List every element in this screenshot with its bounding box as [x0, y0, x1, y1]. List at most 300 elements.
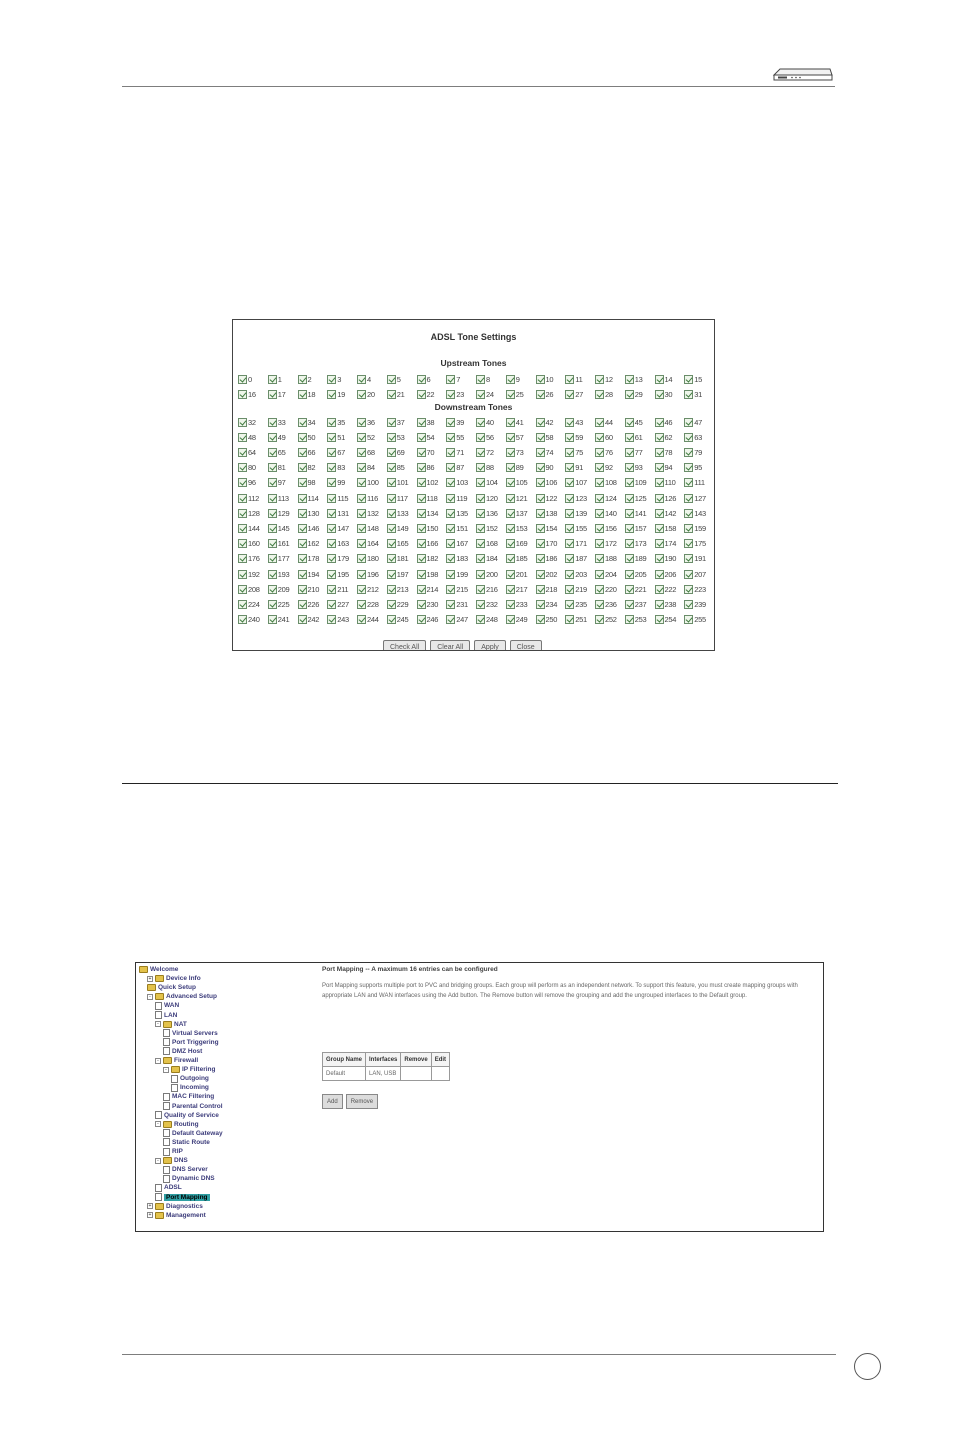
tone-checkbox[interactable] [268, 375, 277, 384]
tone-checkbox[interactable] [684, 463, 693, 472]
tone-checkbox[interactable] [625, 418, 634, 427]
tone-checkbox[interactable] [536, 478, 545, 487]
tone-60[interactable] [595, 430, 625, 444]
tone-199[interactable] [446, 567, 476, 581]
tone-148[interactable] [357, 521, 387, 535]
tone-checkbox[interactable] [417, 390, 426, 399]
tone-202[interactable] [536, 567, 566, 581]
tone-145[interactable] [268, 521, 298, 535]
tone-checkbox[interactable] [357, 463, 366, 472]
tone-checkbox[interactable] [565, 390, 574, 399]
tone-75[interactable] [565, 445, 595, 459]
tone-checkbox[interactable] [268, 539, 277, 548]
tone-checkbox[interactable] [268, 448, 277, 457]
tone-16[interactable] [238, 387, 268, 401]
tone-checkbox[interactable] [536, 615, 545, 624]
tone-checkbox[interactable] [506, 615, 515, 624]
tone-200[interactable] [476, 567, 506, 581]
tone-107[interactable] [565, 476, 595, 490]
tone-checkbox[interactable] [655, 600, 664, 609]
tone-checkbox[interactable] [238, 494, 247, 503]
tone-checkbox[interactable] [506, 478, 515, 487]
tone-checkbox[interactable] [595, 554, 604, 563]
tone-checkbox[interactable] [298, 390, 307, 399]
collapse-icon[interactable]: - [147, 994, 153, 1000]
tone-166[interactable] [417, 537, 447, 551]
tone-checkbox[interactable] [684, 585, 693, 594]
tree-item-routing[interactable] [155, 1120, 199, 1129]
tone-142[interactable] [655, 506, 685, 520]
tree-item-diagnostics[interactable] [147, 1202, 203, 1211]
tree-item-mac-filtering[interactable] [163, 1092, 214, 1101]
tone-20[interactable] [357, 387, 387, 401]
tone-140[interactable] [595, 506, 625, 520]
tone-129[interactable] [268, 506, 298, 520]
tone-checkbox[interactable] [506, 554, 515, 563]
tone-155[interactable] [565, 521, 595, 535]
tone-checkbox[interactable] [655, 463, 664, 472]
tone-66[interactable] [298, 445, 328, 459]
tone-83[interactable] [327, 461, 357, 475]
tone-40[interactable] [476, 415, 506, 429]
tone-80[interactable] [238, 461, 268, 475]
tone-checkbox[interactable] [655, 433, 664, 442]
tone-237[interactable] [625, 597, 655, 611]
tone-115[interactable] [327, 491, 357, 505]
tone-94[interactable] [655, 461, 685, 475]
tone-checkbox[interactable] [684, 375, 693, 384]
tone-62[interactable] [655, 430, 685, 444]
tone-13[interactable] [625, 372, 655, 386]
tone-36[interactable] [357, 415, 387, 429]
tone-checkbox[interactable] [446, 524, 455, 533]
tone-checkbox[interactable] [684, 615, 693, 624]
tone-checkbox[interactable] [446, 570, 455, 579]
tone-checkbox[interactable] [565, 600, 574, 609]
tree-item-incoming[interactable] [171, 1083, 209, 1092]
tone-checkbox[interactable] [506, 585, 515, 594]
tone-checkbox[interactable] [387, 448, 396, 457]
tone-26[interactable] [536, 387, 566, 401]
tone-1[interactable] [268, 372, 298, 386]
tone-checkbox[interactable] [268, 615, 277, 624]
tone-119[interactable] [446, 491, 476, 505]
tone-checkbox[interactable] [536, 585, 545, 594]
tone-52[interactable] [357, 430, 387, 444]
tone-checkbox[interactable] [625, 494, 634, 503]
tone-196[interactable] [357, 567, 387, 581]
tone-checkbox[interactable] [327, 585, 336, 594]
tone-97[interactable] [268, 476, 298, 490]
tone-checkbox[interactable] [298, 539, 307, 548]
tone-204[interactable] [595, 567, 625, 581]
tone-223[interactable] [684, 582, 714, 596]
tone-checkbox[interactable] [536, 554, 545, 563]
tone-185[interactable] [506, 552, 536, 566]
tone-198[interactable] [417, 567, 447, 581]
tree-item-default-gateway[interactable] [163, 1129, 223, 1138]
tone-checkbox[interactable] [238, 615, 247, 624]
tone-checkbox[interactable] [595, 448, 604, 457]
tone-132[interactable] [357, 506, 387, 520]
tone-checkbox[interactable] [655, 554, 664, 563]
tree-item-wan[interactable] [155, 1001, 179, 1010]
tone-153[interactable] [506, 521, 536, 535]
tone-191[interactable] [684, 552, 714, 566]
tree-item-dns[interactable] [155, 1156, 188, 1165]
tone-checkbox[interactable] [238, 433, 247, 442]
tree-item-ip-filtering[interactable] [163, 1065, 215, 1074]
tone-checkbox[interactable] [536, 375, 545, 384]
tone-161[interactable] [268, 537, 298, 551]
tone-checkbox[interactable] [238, 600, 247, 609]
tone-206[interactable] [655, 567, 685, 581]
tone-checkbox[interactable] [298, 524, 307, 533]
tone-checkbox[interactable] [327, 600, 336, 609]
tone-checkbox[interactable] [268, 509, 277, 518]
tone-213[interactable] [387, 582, 417, 596]
tone-checkbox[interactable] [387, 390, 396, 399]
tone-28[interactable] [595, 387, 625, 401]
tone-checkbox[interactable] [595, 418, 604, 427]
expand-icon[interactable]: + [148, 1203, 152, 1210]
tone-71[interactable] [446, 445, 476, 459]
tone-checkbox[interactable] [327, 390, 336, 399]
tone-checkbox[interactable] [417, 418, 426, 427]
tone-checkbox[interactable] [536, 390, 545, 399]
tone-checkbox[interactable] [565, 509, 574, 518]
tree-item-dynamic-dns[interactable] [163, 1174, 215, 1183]
tone-checkbox[interactable] [357, 418, 366, 427]
tone-120[interactable] [476, 491, 506, 505]
tone-checkbox[interactable] [387, 600, 396, 609]
tone-checkbox[interactable] [476, 554, 485, 563]
tone-checkbox[interactable] [506, 375, 515, 384]
tone-checkbox[interactable] [298, 494, 307, 503]
tree-item-quick-setup[interactable] [147, 983, 196, 992]
tone-9[interactable] [506, 372, 536, 386]
tree-item-quality-of-service[interactable] [155, 1111, 219, 1120]
tone-checkbox[interactable] [625, 463, 634, 472]
tone-208[interactable] [238, 582, 268, 596]
tree-item-dmz-host[interactable] [163, 1047, 202, 1056]
tone-189[interactable] [625, 552, 655, 566]
tone-checkbox[interactable] [327, 478, 336, 487]
tone-checkbox[interactable] [298, 554, 307, 563]
tone-203[interactable] [565, 567, 595, 581]
tone-46[interactable] [655, 415, 685, 429]
tone-checkbox[interactable] [565, 554, 574, 563]
tone-25[interactable] [506, 387, 536, 401]
tone-checkbox[interactable] [684, 554, 693, 563]
tone-192[interactable] [238, 567, 268, 581]
tone-151[interactable] [446, 521, 476, 535]
tone-211[interactable] [327, 582, 357, 596]
tone-checkbox[interactable] [327, 570, 336, 579]
tone-checkbox[interactable] [446, 615, 455, 624]
tone-checkbox[interactable] [327, 509, 336, 518]
tone-218[interactable] [536, 582, 566, 596]
tone-checkbox[interactable] [565, 418, 574, 427]
tone-248[interactable] [476, 613, 506, 627]
tone-139[interactable] [565, 506, 595, 520]
tone-14[interactable] [655, 372, 685, 386]
tone-checkbox[interactable] [417, 509, 426, 518]
tone-91[interactable] [565, 461, 595, 475]
tone-194[interactable] [298, 567, 328, 581]
tone-checkbox[interactable] [446, 433, 455, 442]
close-button[interactable]: Close [510, 640, 542, 651]
tone-171[interactable] [565, 537, 595, 551]
tone-63[interactable] [684, 430, 714, 444]
tone-checkbox[interactable] [565, 494, 574, 503]
tone-checkbox[interactable] [298, 509, 307, 518]
tone-checkbox[interactable] [417, 448, 426, 457]
tone-104[interactable] [476, 476, 506, 490]
tone-241[interactable] [268, 613, 298, 627]
tone-90[interactable] [536, 461, 566, 475]
tone-checkbox[interactable] [417, 615, 426, 624]
tone-41[interactable] [506, 415, 536, 429]
tone-110[interactable] [655, 476, 685, 490]
tone-checkbox[interactable] [298, 585, 307, 594]
tone-checkbox[interactable] [357, 390, 366, 399]
tone-checkbox[interactable] [357, 494, 366, 503]
tone-39[interactable] [446, 415, 476, 429]
tone-239[interactable] [684, 597, 714, 611]
tone-checkbox[interactable] [506, 433, 515, 442]
tree-item-advanced-setup[interactable] [147, 992, 217, 1001]
tone-checkbox[interactable] [387, 478, 396, 487]
tone-0[interactable] [238, 372, 268, 386]
tone-checkbox[interactable] [655, 494, 664, 503]
tone-checkbox[interactable] [238, 390, 247, 399]
tone-252[interactable] [595, 613, 625, 627]
tone-127[interactable] [684, 491, 714, 505]
tone-88[interactable] [476, 461, 506, 475]
tree-item-adsl[interactable] [155, 1183, 182, 1192]
tone-50[interactable] [298, 430, 328, 444]
tone-201[interactable] [506, 567, 536, 581]
tone-checkbox[interactable] [476, 433, 485, 442]
tone-7[interactable] [446, 372, 476, 386]
tone-216[interactable] [476, 582, 506, 596]
tone-19[interactable] [327, 387, 357, 401]
tone-checkbox[interactable] [268, 524, 277, 533]
tone-87[interactable] [446, 461, 476, 475]
tone-checkbox[interactable] [357, 600, 366, 609]
tone-checkbox[interactable] [387, 615, 396, 624]
tone-checkbox[interactable] [625, 433, 634, 442]
tone-247[interactable] [446, 613, 476, 627]
tone-checkbox[interactable] [536, 463, 545, 472]
tone-checkbox[interactable] [684, 390, 693, 399]
tone-4[interactable] [357, 372, 387, 386]
tone-checkbox[interactable] [417, 570, 426, 579]
tone-245[interactable] [387, 613, 417, 627]
tone-27[interactable] [565, 387, 595, 401]
tone-checkbox[interactable] [446, 448, 455, 457]
tone-68[interactable] [357, 445, 387, 459]
tone-checkbox[interactable] [476, 375, 485, 384]
tone-checkbox[interactable] [476, 463, 485, 472]
tone-134[interactable] [417, 506, 447, 520]
tone-135[interactable] [446, 506, 476, 520]
tone-232[interactable] [476, 597, 506, 611]
tone-169[interactable] [506, 537, 536, 551]
tone-147[interactable] [327, 521, 357, 535]
tree-item-virtual-servers[interactable] [163, 1029, 218, 1038]
tone-249[interactable] [506, 613, 536, 627]
tone-checkbox[interactable] [327, 494, 336, 503]
tone-209[interactable] [268, 582, 298, 596]
tone-219[interactable] [565, 582, 595, 596]
tone-checkbox[interactable] [476, 494, 485, 503]
tone-84[interactable] [357, 461, 387, 475]
tone-174[interactable] [655, 537, 685, 551]
tone-checkbox[interactable] [625, 570, 634, 579]
tone-49[interactable] [268, 430, 298, 444]
tone-checkbox[interactable] [238, 418, 247, 427]
tone-188[interactable] [595, 552, 625, 566]
tone-101[interactable] [387, 476, 417, 490]
tone-29[interactable] [625, 387, 655, 401]
tone-253[interactable] [625, 613, 655, 627]
tone-122[interactable] [536, 491, 566, 505]
tone-230[interactable] [417, 597, 447, 611]
tone-checkbox[interactable] [565, 463, 574, 472]
tone-checkbox[interactable] [684, 448, 693, 457]
tone-checkbox[interactable] [684, 570, 693, 579]
tone-checkbox[interactable] [327, 448, 336, 457]
tone-checkbox[interactable] [506, 509, 515, 518]
tone-checkbox[interactable] [536, 570, 545, 579]
tone-55[interactable] [446, 430, 476, 444]
tone-checkbox[interactable] [357, 554, 366, 563]
tone-35[interactable] [327, 415, 357, 429]
tone-checkbox[interactable] [268, 554, 277, 563]
tone-103[interactable] [446, 476, 476, 490]
tone-checkbox[interactable] [268, 433, 277, 442]
tone-143[interactable] [684, 506, 714, 520]
tone-checkbox[interactable] [506, 390, 515, 399]
tone-10[interactable] [536, 372, 566, 386]
tone-checkbox[interactable] [446, 390, 455, 399]
tone-checkbox[interactable] [268, 463, 277, 472]
tone-checkbox[interactable] [446, 539, 455, 548]
tone-checkbox[interactable] [268, 390, 277, 399]
tone-11[interactable] [565, 372, 595, 386]
tone-checkbox[interactable] [327, 539, 336, 548]
tone-checkbox[interactable] [357, 375, 366, 384]
tone-165[interactable] [387, 537, 417, 551]
tone-checkbox[interactable] [476, 615, 485, 624]
tree-item-dns-server[interactable] [163, 1165, 208, 1174]
tone-179[interactable] [327, 552, 357, 566]
tone-checkbox[interactable] [536, 418, 545, 427]
tone-159[interactable] [684, 521, 714, 535]
tone-207[interactable] [684, 567, 714, 581]
tone-checkbox[interactable] [625, 539, 634, 548]
tone-checkbox[interactable] [595, 570, 604, 579]
tone-checkbox[interactable] [536, 524, 545, 533]
expand-icon[interactable]: + [148, 1212, 152, 1219]
tone-224[interactable] [238, 597, 268, 611]
tone-checkbox[interactable] [655, 585, 664, 594]
tone-102[interactable] [417, 476, 447, 490]
tone-231[interactable] [446, 597, 476, 611]
tone-checkbox[interactable] [476, 448, 485, 457]
tone-checkbox[interactable] [327, 615, 336, 624]
tone-235[interactable] [565, 597, 595, 611]
tone-157[interactable] [625, 521, 655, 535]
tone-checkbox[interactable] [446, 600, 455, 609]
tone-86[interactable] [417, 461, 447, 475]
tone-checkbox[interactable] [565, 375, 574, 384]
tone-100[interactable] [357, 476, 387, 490]
tree-item-firewall[interactable] [155, 1056, 198, 1065]
tone-227[interactable] [327, 597, 357, 611]
tone-81[interactable] [268, 461, 298, 475]
apply-button[interactable]: Apply [474, 640, 506, 651]
tone-73[interactable] [506, 445, 536, 459]
tone-checkbox[interactable] [625, 600, 634, 609]
tone-checkbox[interactable] [387, 509, 396, 518]
tone-checkbox[interactable] [298, 433, 307, 442]
tone-98[interactable] [298, 476, 328, 490]
tone-85[interactable] [387, 461, 417, 475]
tone-89[interactable] [506, 461, 536, 475]
tone-checkbox[interactable] [446, 494, 455, 503]
tone-164[interactable] [357, 537, 387, 551]
tone-checkbox[interactable] [595, 478, 604, 487]
tone-215[interactable] [446, 582, 476, 596]
tone-checkbox[interactable] [357, 524, 366, 533]
tone-checkbox[interactable] [595, 375, 604, 384]
tone-checkbox[interactable] [625, 615, 634, 624]
tone-109[interactable] [625, 476, 655, 490]
tone-24[interactable] [476, 387, 506, 401]
tone-checkbox[interactable] [357, 585, 366, 594]
tone-checkbox[interactable] [446, 585, 455, 594]
tree-item-static-route[interactable] [163, 1138, 210, 1147]
tone-checkbox[interactable] [476, 418, 485, 427]
tone-246[interactable] [417, 613, 447, 627]
tree-item-rip[interactable] [163, 1147, 183, 1156]
tone-149[interactable] [387, 521, 417, 535]
tone-checkbox[interactable] [327, 524, 336, 533]
tone-187[interactable] [565, 552, 595, 566]
tone-186[interactable] [536, 552, 566, 566]
tone-checkbox[interactable] [684, 600, 693, 609]
tone-128[interactable] [238, 506, 268, 520]
tone-136[interactable] [476, 506, 506, 520]
tone-37[interactable] [387, 415, 417, 429]
tone-checkbox[interactable] [357, 509, 366, 518]
tone-checkbox[interactable] [417, 524, 426, 533]
tone-checkbox[interactable] [446, 463, 455, 472]
tone-checkbox[interactable] [268, 600, 277, 609]
tone-checkbox[interactable] [298, 418, 307, 427]
check-all-button[interactable]: Check All [383, 640, 426, 651]
tone-210[interactable] [298, 582, 328, 596]
tone-checkbox[interactable] [298, 463, 307, 472]
tone-59[interactable] [565, 430, 595, 444]
tone-checkbox[interactable] [565, 433, 574, 442]
tone-checkbox[interactable] [595, 509, 604, 518]
tone-checkbox[interactable] [417, 375, 426, 384]
tone-checkbox[interactable] [476, 600, 485, 609]
